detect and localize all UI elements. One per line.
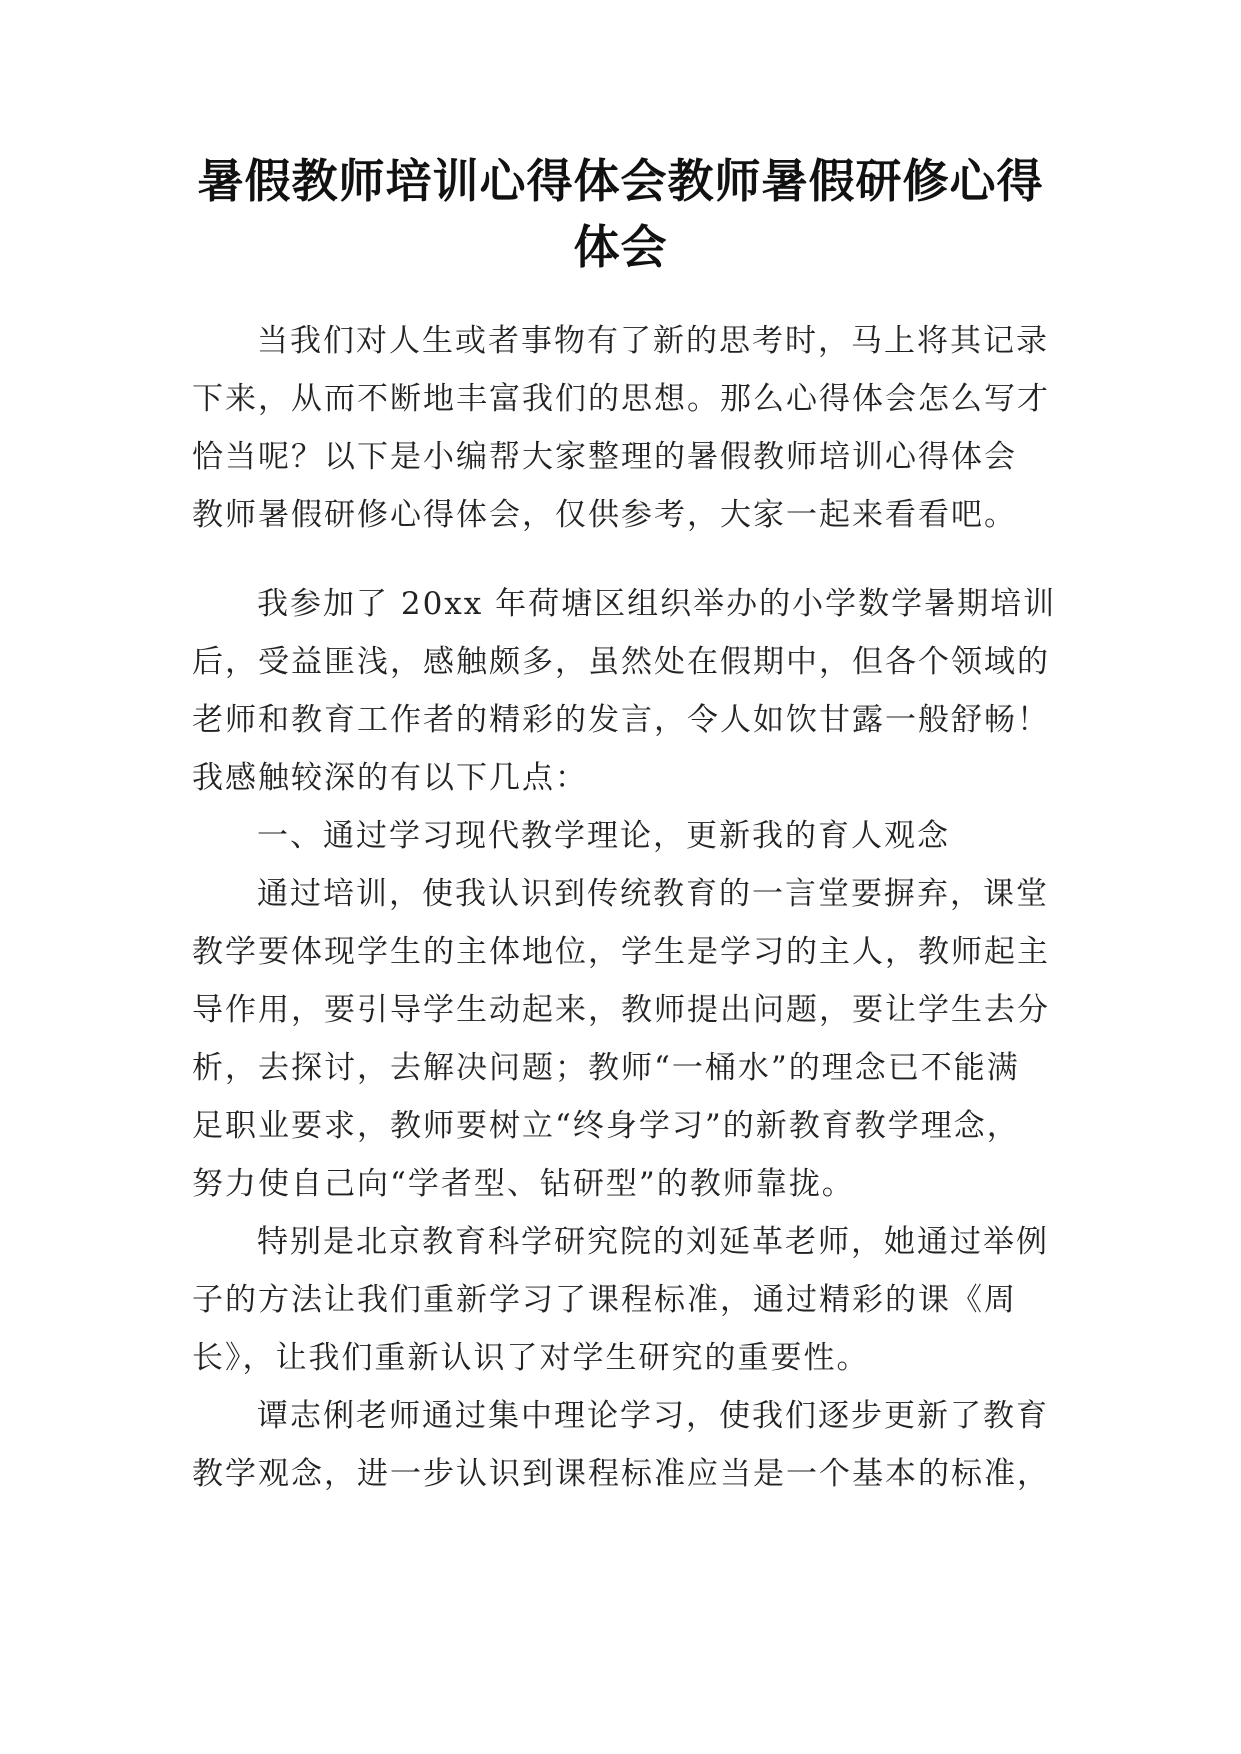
title-line-2: 体会: [573, 220, 668, 274]
paragraph-2-line: 教学要体现学生的主体地位，学生是学习的主人，教师起主: [192, 934, 1050, 970]
intro-line: 恰当呢？以下是小编帮大家整理的暑假教师培训心得体会: [192, 439, 1017, 475]
title-line-1: 暑假教师培训心得体会教师暑假研修心得: [197, 154, 1044, 208]
intro-paragraph: [192, 312, 1052, 544]
paragraph-2-line: 导作用，要引导学生动起来，教师提出问题，要让学生去分: [192, 992, 1050, 1028]
paragraph-1-line: 我感触较深的有以下几点：: [192, 760, 588, 796]
paragraph-3-line: 特别是北京教育科学研究院的刘延革老师，她通过举例: [257, 1224, 1049, 1260]
section-heading: 一、通过学习现代教学理论，更新我的育人观念: [257, 818, 950, 854]
intro-line: 教师暑假研修心得体会，仅供参考，大家一起来看看吧。: [192, 497, 1017, 533]
paragraph-4-line: 谭志俐老师通过集中理论学习，使我们逐步更新了教育: [257, 1398, 1049, 1434]
paragraph-1-line: 我参加了 20xx 年荷塘区组织举办的小学数学暑期培训: [257, 586, 1057, 622]
article-body: [192, 575, 1057, 1503]
paragraph-2-line: 努力使自己向“学者型、钻研型”的教师靠拢。: [192, 1166, 855, 1202]
document-title: [150, 148, 1091, 280]
paragraph-2-line: 通过培训，使我认识到传统教育的一言堂要摒弃，课堂: [257, 876, 1049, 912]
paragraph-1-line: 后，受益匪浅，感触颇多，虽然处在假期中，但各个领域的: [192, 644, 1050, 680]
paragraph-3-line: 子的方法让我们重新学习了课程标准，通过精彩的课《周: [192, 1282, 1017, 1318]
paragraph-2-line: 析，去探讨，去解决问题；教师“一桶水”的理念已不能满: [192, 1050, 1020, 1086]
paragraph-2-line: 足职业要求，教师要树立“终身学习”的新教育教学理念，: [192, 1108, 1020, 1144]
paragraph-4-line: 教学观念，进一步认识到课程标准应当是一个基本的标准，: [192, 1456, 1050, 1492]
intro-line: 当我们对人生或者事物有了新的思考时，马上将其记录: [257, 323, 1049, 359]
paragraph-1-line: 老师和教育工作者的精彩的发言，令人如饮甘露一般舒畅！: [192, 702, 1050, 738]
intro-line: 下来，从而不断地丰富我们的思想。那么心得体会怎么写才: [192, 381, 1050, 417]
paragraph-3-line: 长》，让我们重新认识了对学生研究的重要性。: [192, 1340, 870, 1376]
